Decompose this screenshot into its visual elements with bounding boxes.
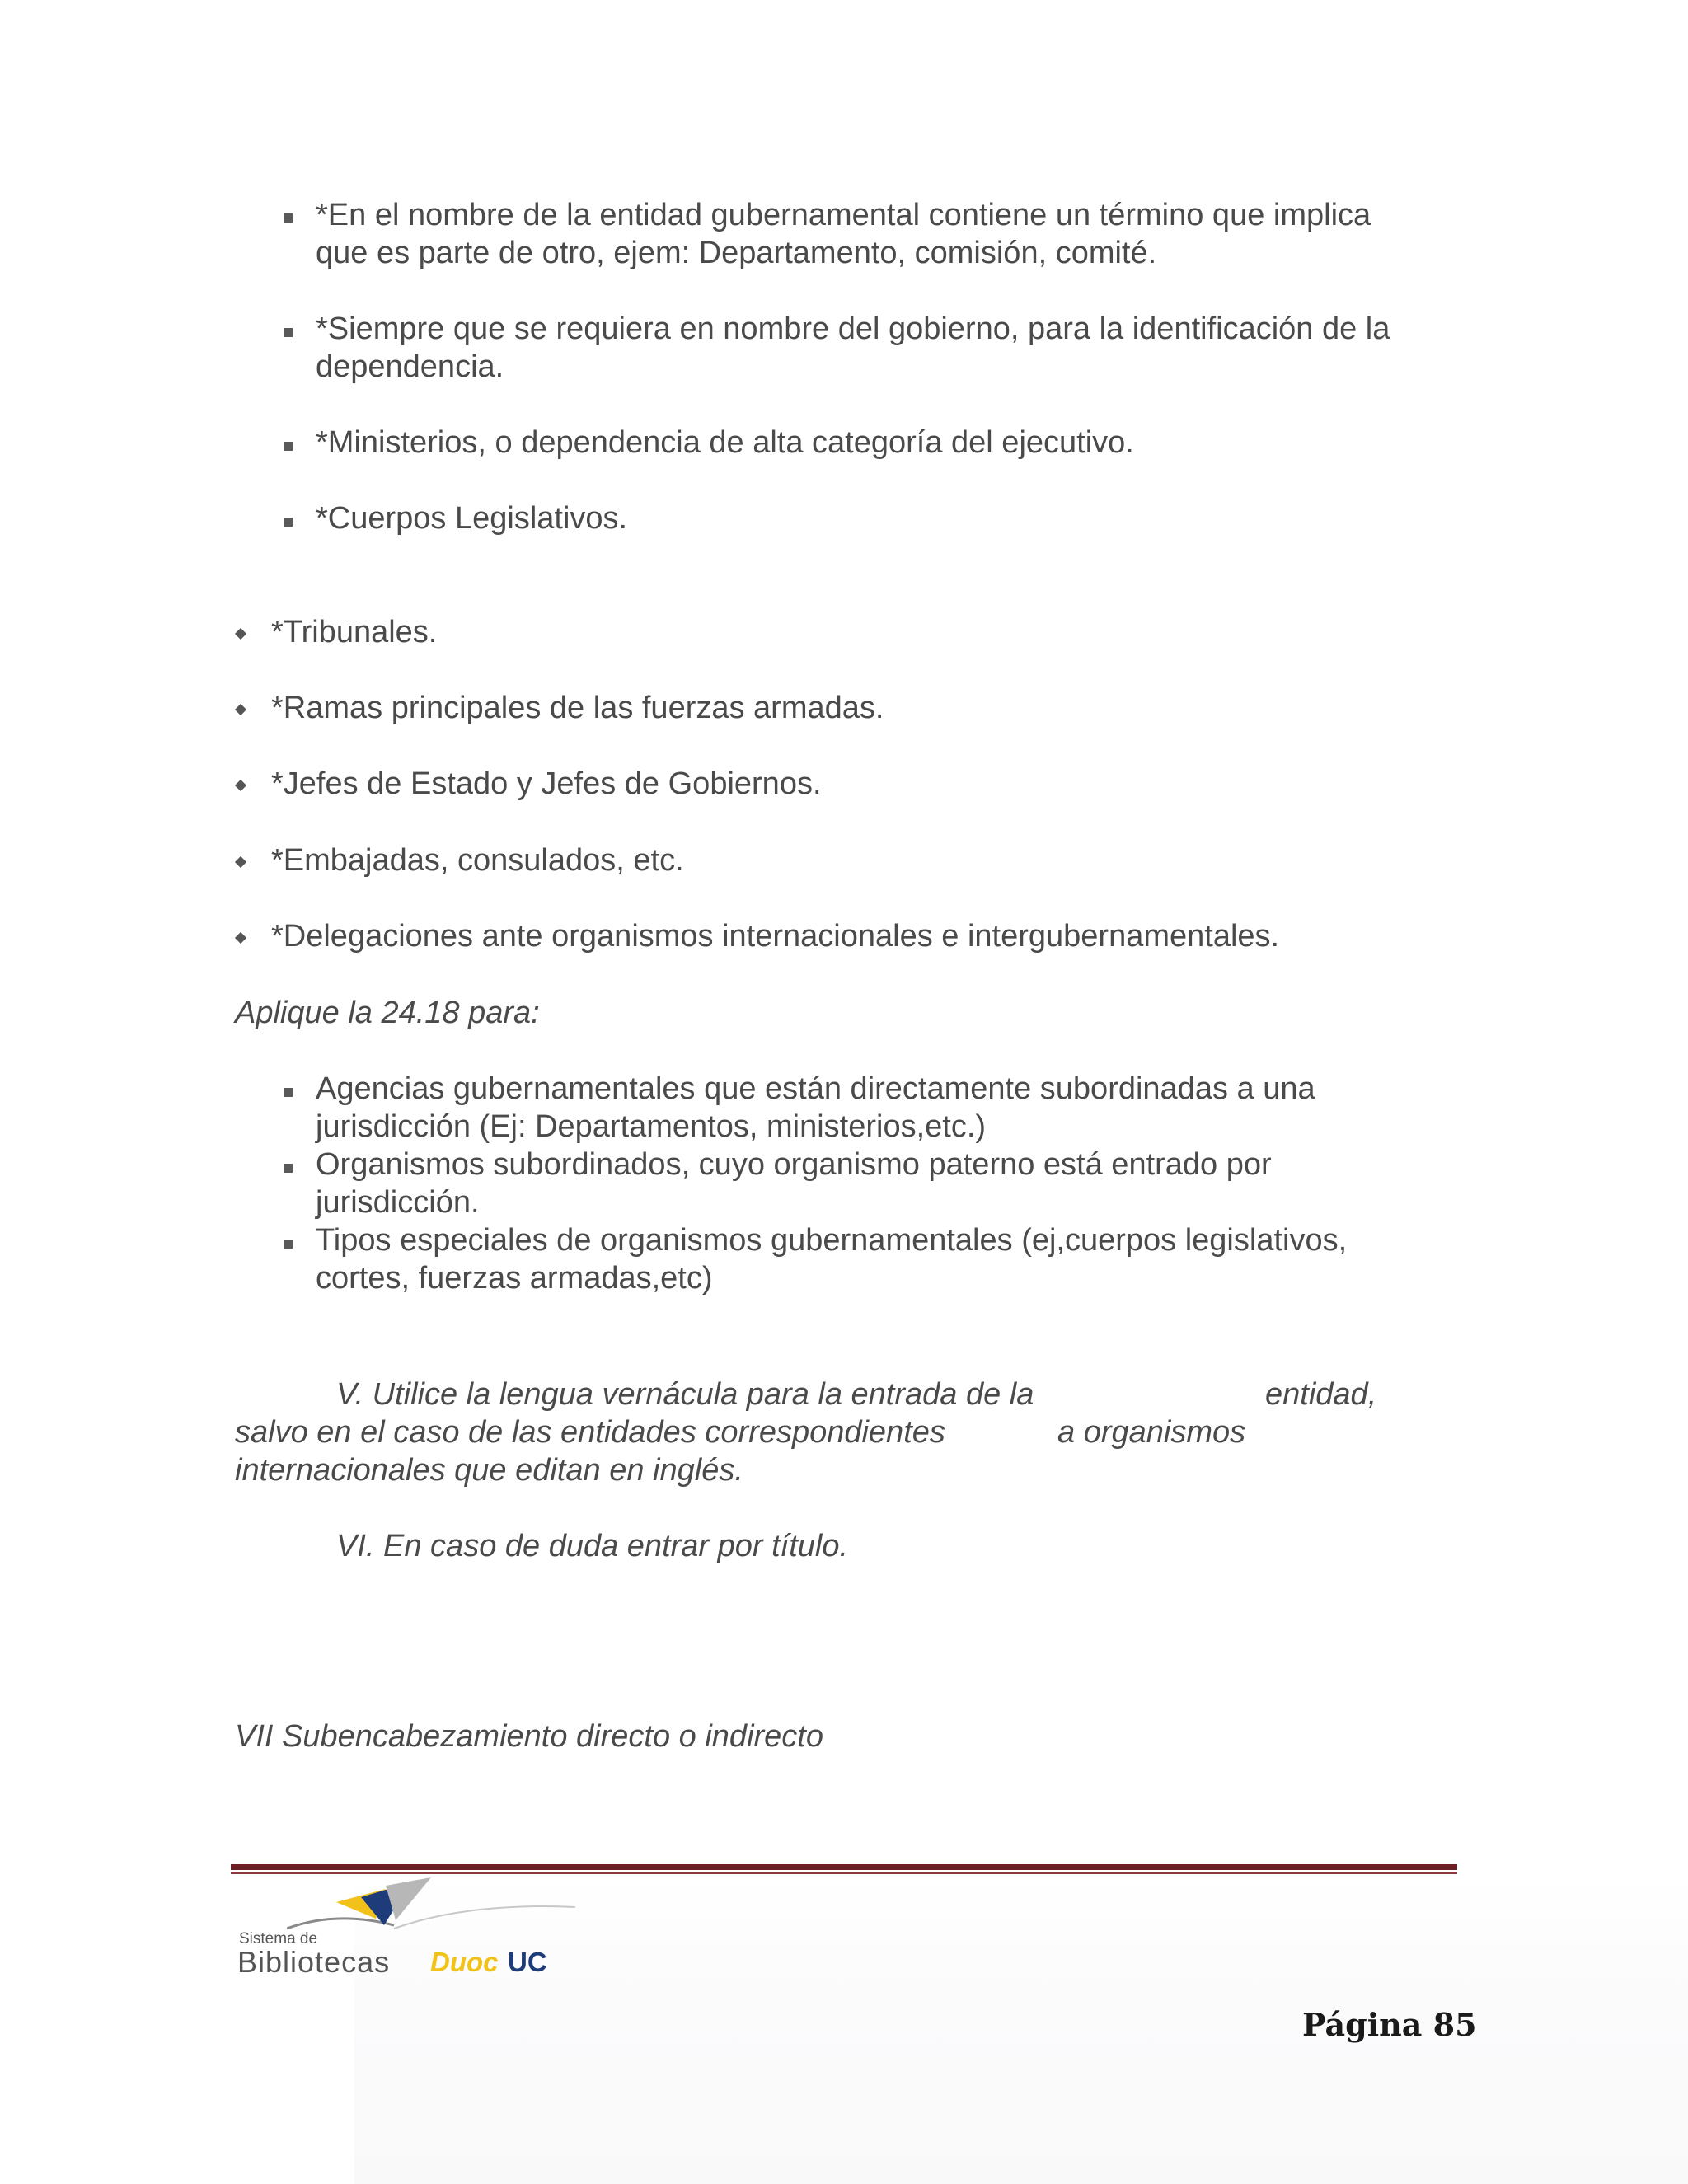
rule-vi: VI. En caso de duda entrar por título. — [336, 1529, 849, 1563]
diamond-bullet-icon — [235, 628, 246, 640]
logo-small-text: Sistema de — [239, 1930, 318, 1947]
logo-big-text: Bibliotecas — [237, 1945, 391, 1979]
list-item-continuation: jurisdicción (Ej: Departamentos, ministerios,etc.) — [316, 1109, 987, 1144]
square-bullet-icon — [284, 1088, 293, 1097]
square-bullet-icon — [284, 442, 293, 451]
list-item-continuation: cortes, fuerzas armadas,etc) — [316, 1261, 713, 1296]
square-bullet-icon — [284, 518, 293, 527]
logo-swoosh-icon — [287, 1877, 584, 1943]
rule-v-line3: internacionales que editan en inglés. — [235, 1453, 743, 1488]
diamond-bullet-icon — [235, 780, 246, 791]
rule-vii: VII Subencabezamiento directo o indirecto — [235, 1719, 823, 1754]
list-item: Tipos especiales de organismos gubernamentales (ej,cuerpos legislativos, — [316, 1223, 1348, 1258]
list-item: Organismos subordinados, cuyo organismo paterno está entrado por — [316, 1147, 1272, 1182]
footer-rule-thin — [231, 1872, 1457, 1874]
library-logo — [237, 1877, 584, 1980]
list-item: *Embajadas, consulados, etc. — [271, 843, 684, 878]
list-item: *Ramas principales de las fuerzas armadas. — [271, 691, 884, 725]
list-item: *En el nombre de la entidad gubernamental contiene un término que implica — [316, 198, 1372, 232]
rule-v-line1: V. Utilice la lengua vernácula para la entrada de la — [336, 1377, 1034, 1412]
rule-v-line2-end: a organismos — [1057, 1415, 1246, 1450]
list-item: *Delegaciones ante organismos internacionales e intergubernamentales. — [271, 919, 1280, 954]
square-bullet-icon — [284, 213, 293, 223]
list-item-continuation: jurisdicción. — [316, 1185, 480, 1220]
logo-uc-text: UC — [508, 1947, 547, 1977]
page-number: Página 85 — [1302, 2006, 1477, 2043]
footer-rule — [231, 1864, 1457, 1870]
diamond-bullet-icon — [235, 704, 246, 715]
square-bullet-icon — [284, 1240, 293, 1249]
square-bullet-icon — [284, 1164, 293, 1173]
rule-v-line2: salvo en el caso de las entidades correspondientes — [235, 1415, 945, 1450]
logo-duoc-text: Duoc — [430, 1947, 499, 1977]
list-item: *Ministerios, o dependencia de alta categoría del ejecutivo. — [316, 425, 1134, 460]
list-item: Agencias gubernamentales que están directamente subordinadas a una — [316, 1071, 1315, 1106]
apply-heading: Aplique la 24.18 para: — [235, 996, 540, 1030]
list-item-continuation: dependencia. — [316, 349, 504, 384]
square-bullet-icon — [284, 328, 293, 337]
list-item: *Jefes de Estado y Jefes de Gobiernos. — [271, 766, 822, 801]
list-item: *Siempre que se requiera en nombre del gobierno, para la identificación de la — [316, 312, 1390, 346]
diamond-bullet-icon — [235, 932, 246, 944]
rule-v-line1-end: entidad, — [1265, 1377, 1377, 1412]
diamond-bullet-icon — [235, 856, 246, 868]
list-item: *Tribunales. — [271, 615, 438, 649]
list-item-continuation: que es parte de otro, ejem: Departamento, comisión, comité. — [316, 236, 1157, 270]
list-item: *Cuerpos Legislativos. — [316, 501, 628, 536]
